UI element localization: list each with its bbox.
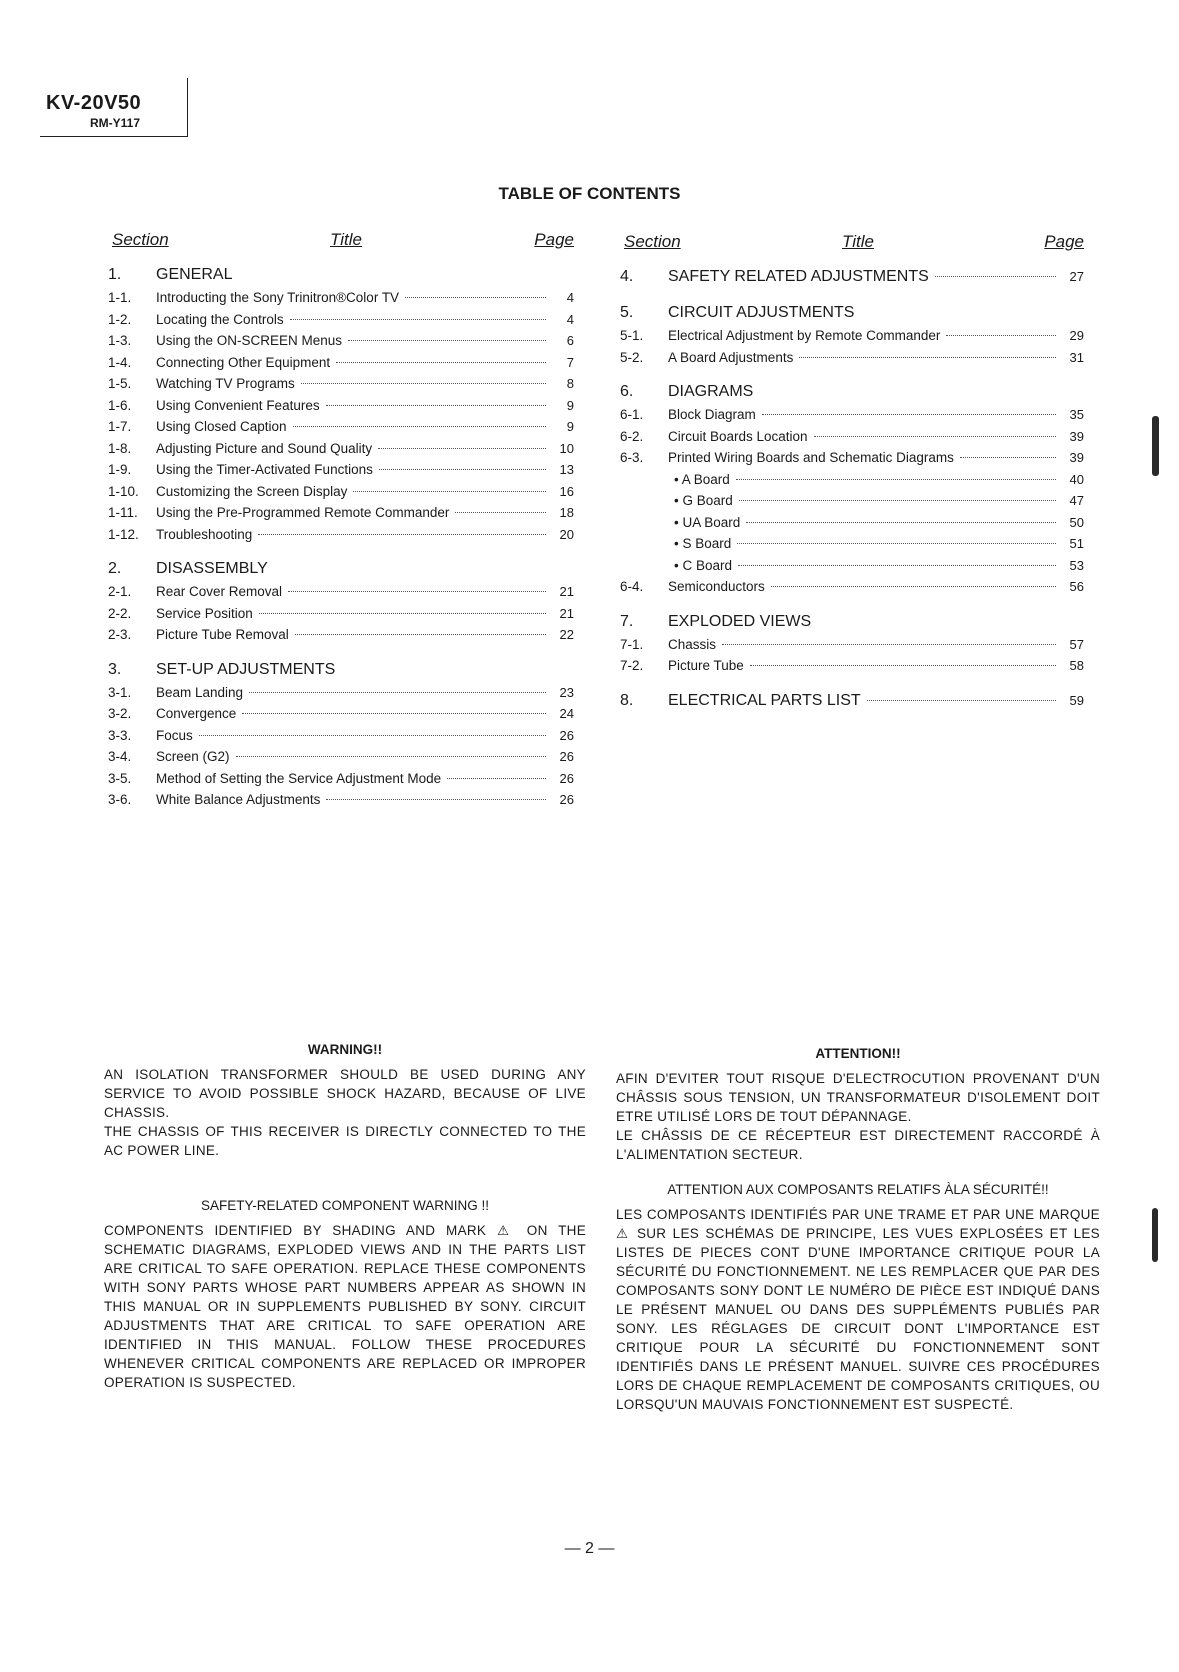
toc-heading-title: CIRCUIT ADJUSTMENTS	[668, 304, 855, 321]
toc-entry-number: 6-2.	[620, 428, 644, 444]
leader-dots	[293, 426, 546, 427]
toc-entry-number: 1-10.	[108, 483, 139, 499]
toc-heading-title: DISASSEMBLY	[156, 560, 268, 577]
toc-heading-number: 3.	[108, 660, 122, 678]
leader-dots	[236, 756, 546, 757]
toc-entry-title: Using the Timer-Activated Functions	[156, 462, 373, 477]
toc-heading-title: SET-UP ADJUSTMENTS	[156, 660, 336, 678]
toc-page-number: 53	[1069, 557, 1084, 573]
toc-entry-title: Screen (G2)	[156, 749, 230, 764]
toc-heading-number: 1.	[108, 266, 122, 283]
warning-text: AN ISOLATION TRANSFORMER SHOULD BE USED DURING ANY SERVICE TO AVOID POSSIBLE SHOCK HAZARD, BECAUSE OF LIVE CHASSIS.	[104, 1067, 586, 1120]
leader-dots	[739, 500, 1056, 501]
toc-entry-title: Semiconductors	[668, 579, 765, 594]
toc-heading-title: DIAGRAMS	[668, 383, 754, 400]
toc-entry-number: 7-2.	[620, 658, 644, 673]
toc-entry-number: 3-3.	[108, 727, 132, 743]
toc-page-number: 39	[1069, 450, 1084, 465]
toc-page-number: 26	[559, 770, 574, 786]
toc-entry-number: 1-4.	[108, 354, 132, 370]
toc-group	[108, 560, 574, 649]
toc-page-number: 29	[1069, 328, 1084, 343]
toc-entry-title: Using the Pre-Programmed Remote Commander	[156, 505, 450, 520]
toc-entry-title: Watching TV Programs	[156, 376, 295, 391]
section-header: Section	[112, 230, 169, 249]
toc-entry-title: Using the ON-SCREEN Menus	[156, 333, 343, 348]
leader-dots	[946, 335, 1056, 336]
toc-entry	[108, 685, 574, 707]
title-header: Title	[842, 232, 874, 251]
toc-entry	[108, 627, 574, 649]
toc-entry	[108, 419, 574, 441]
toc-entry	[108, 484, 574, 506]
toc-entry-number: 1-9.	[108, 462, 132, 477]
toc-entry-number: 2-2.	[108, 605, 132, 621]
toc-heading	[620, 268, 1084, 292]
leader-dots	[326, 405, 546, 406]
toc-entry-title: • UA Board	[674, 514, 741, 530]
warning-text: THE CHASSIS OF THIS RECEIVER IS DIRECTLY CONNECTED TO THE AC POWER LINE.	[104, 1124, 586, 1158]
toc-entry-title: Service Position	[156, 605, 253, 621]
toc-page-number: 6	[566, 333, 574, 348]
toc-heading	[620, 613, 1084, 637]
toc-page-number: 22	[559, 627, 574, 642]
toc-entry-title: Chassis	[668, 636, 717, 652]
leader-dots	[455, 512, 546, 513]
toc-entry-title: Focus	[156, 727, 193, 743]
toc-entry	[620, 637, 1084, 659]
toc-heading	[620, 383, 1084, 407]
toc-entry-number: 1-12.	[108, 526, 139, 542]
toc-heading-title: EXPLODED VIEWS	[668, 612, 812, 630]
toc-entry-number: 6-4.	[620, 579, 644, 594]
leader-dots	[736, 479, 1056, 480]
toc-column-header	[620, 232, 1084, 268]
toc-entry	[620, 328, 1084, 350]
leader-dots	[259, 613, 546, 614]
toc-group	[108, 266, 574, 548]
warning-heading: WARNING!!	[307, 1042, 383, 1057]
toc-page-number: 4	[566, 290, 574, 305]
toc-entries-left	[108, 266, 574, 814]
leader-dots	[771, 586, 1056, 587]
toc-page-number: 9	[566, 419, 574, 434]
leader-dots	[867, 700, 1056, 701]
toc-entry-title: Adjusting Picture and Sound Quality	[156, 440, 373, 456]
toc-entry	[108, 527, 574, 549]
warning-isolation-en	[104, 1040, 586, 1160]
leader-dots	[405, 297, 546, 298]
toc-entry-title: Introducting the Sony Trinitron®Color TV	[156, 290, 400, 305]
leader-dots	[336, 362, 546, 363]
toc-page-number: 57	[1069, 636, 1084, 652]
toc-entry-title: Convergence	[156, 706, 237, 721]
toc-entry	[108, 606, 574, 628]
header-divider	[187, 78, 189, 136]
leader-dots	[762, 414, 1056, 415]
toc-entry-number: 6-1.	[620, 407, 644, 422]
toc-entry	[108, 728, 574, 750]
toc-entry-title: White Balance Adjustments	[156, 792, 321, 807]
toc-entry	[620, 579, 1084, 601]
toc-entry	[108, 312, 574, 334]
leader-dots	[242, 713, 546, 714]
leader-dots	[378, 448, 546, 449]
toc-page-number: 23	[559, 684, 574, 700]
toc-entry-title: • A Board	[674, 471, 730, 487]
toc-entry-number: 7-1.	[620, 636, 644, 652]
toc-entry-number: 1-8.	[108, 440, 132, 456]
warning-heading: ATTENTION AUX COMPOSANTS RELATIFS ÀLA SÉCURITÉ!!	[667, 1182, 1049, 1197]
toc-entry-title: Connecting Other Equipment	[156, 354, 331, 370]
leader-dots	[353, 491, 546, 492]
toc-page-number: 24	[559, 706, 574, 721]
toc-entry	[620, 515, 1084, 537]
toc-entry	[620, 493, 1084, 515]
warning-heading: ATTENTION!!	[815, 1046, 901, 1061]
leader-dots	[290, 319, 546, 320]
toc-column-left	[108, 230, 574, 826]
toc-entry	[108, 505, 574, 527]
leader-dots	[326, 799, 546, 800]
toc-page-number: 21	[559, 605, 574, 621]
leader-dots	[258, 534, 546, 535]
toc-entry-number: 5-1.	[620, 328, 644, 343]
warning-safety-fr	[616, 1180, 1100, 1414]
toc-page-number: 27	[1069, 269, 1084, 284]
leader-dots	[348, 340, 546, 341]
remote-model: RM-Y117	[90, 116, 141, 130]
toc-page-number: 21	[559, 584, 574, 599]
leader-dots	[814, 436, 1056, 437]
toc-entry-title: Block Diagram	[668, 407, 756, 422]
toc-page-number: 39	[1069, 428, 1084, 444]
page-header: Page	[1044, 232, 1084, 251]
toc-page-number: 59	[1069, 692, 1084, 708]
toc-entry-title: Troubleshooting	[156, 526, 253, 542]
toc-entry-title: A Board Adjustments	[668, 349, 794, 365]
toc-heading-title: SAFETY RELATED ADJUSTMENTS	[668, 268, 929, 285]
toc-entry-title: Printed Wiring Boards and Schematic Diagrams	[668, 450, 954, 465]
toc-heading	[620, 692, 1084, 716]
leader-dots	[295, 634, 546, 635]
toc-entry	[108, 333, 574, 355]
toc-heading-number: 8.	[620, 691, 634, 709]
toc-entry-title: Picture Tube	[668, 658, 744, 673]
toc-heading	[620, 304, 1084, 328]
toc-page-number: 7	[566, 354, 574, 370]
toc-title: TABLE OF CONTENTS	[498, 184, 681, 203]
toc-heading	[108, 661, 574, 685]
toc-entry	[620, 658, 1084, 680]
toc-entry-number: 6-3.	[620, 450, 644, 465]
toc-entry	[108, 462, 574, 484]
toc-entry-number: 1-2.	[108, 311, 132, 327]
toc-entry-title: • S Board	[674, 536, 732, 551]
toc-page-number: 26	[559, 792, 574, 807]
toc-entry-title: Method of Setting the Service Adjustment Mode	[156, 770, 442, 786]
warning-heading: SAFETY-RELATED COMPONENT WARNING !!	[200, 1198, 490, 1213]
toc-entry	[620, 450, 1084, 472]
scan-mark	[1152, 416, 1159, 476]
leader-dots	[301, 383, 546, 384]
toc-entry-number: 2-3.	[108, 627, 132, 642]
toc-group	[620, 383, 1084, 601]
toc-entry	[108, 290, 574, 312]
toc-entry-title: • C Board	[674, 557, 733, 573]
section-header: Section	[624, 232, 681, 251]
warning-isolation-fr	[616, 1044, 1100, 1164]
page-number: — 2 —	[564, 1540, 615, 1557]
toc-entry-title: Using Convenient Features	[156, 397, 320, 413]
toc-entry	[108, 398, 574, 420]
toc-heading-number: 4.	[620, 268, 634, 285]
toc-entry-number: 1-6.	[108, 397, 132, 413]
toc-heading-number: 2.	[108, 560, 122, 577]
toc-page-number: 50	[1069, 514, 1084, 530]
toc-page-number: 40	[1069, 471, 1084, 487]
toc-page-number: 26	[559, 749, 574, 764]
toc-heading-number: 5.	[620, 304, 634, 321]
toc-entry-number: 3-5.	[108, 770, 132, 786]
toc-group	[620, 692, 1084, 716]
leader-dots	[960, 457, 1056, 458]
toc-entry	[108, 771, 574, 793]
leader-dots	[738, 565, 1056, 566]
toc-entry-number: 3-1.	[108, 684, 132, 700]
toc-page-number: 16	[559, 483, 574, 499]
toc-entry-number: 1-1.	[108, 290, 132, 305]
toc-entries-right	[620, 268, 1084, 716]
toc-entry-title: Customizing the Screen Display	[156, 483, 348, 499]
toc-entry-number: 5-2.	[620, 349, 644, 365]
toc-page-number: 13	[559, 462, 574, 477]
toc-page-number: 58	[1069, 658, 1084, 673]
leader-dots	[249, 692, 546, 693]
title-header: Title	[330, 230, 362, 249]
toc-heading-number: 6.	[620, 383, 634, 400]
toc-page-number: 35	[1069, 407, 1084, 422]
toc-entry-title: Circuit Boards Location	[668, 428, 808, 444]
toc-heading-title: ELECTRICAL PARTS LIST	[668, 691, 861, 709]
toc-page-number: 4	[566, 311, 574, 327]
toc-entry-title: Locating the Controls	[156, 311, 284, 327]
toc-page-number: 31	[1069, 349, 1084, 365]
toc-entry	[620, 536, 1084, 558]
toc-entry-title: Using Closed Caption	[156, 419, 287, 434]
toc-entry-number: 1-7.	[108, 419, 132, 434]
leader-dots	[447, 778, 546, 779]
scan-mark	[1152, 1208, 1158, 1262]
leader-dots	[746, 522, 1056, 523]
toc-page-number: 18	[559, 505, 574, 520]
toc-page-number: 56	[1069, 579, 1084, 594]
toc-entry-title: Electrical Adjustment by Remote Commander	[668, 328, 941, 343]
toc-entry	[108, 706, 574, 728]
toc-page-number: 26	[559, 727, 574, 743]
toc-entry-number: 3-2.	[108, 706, 132, 721]
toc-column-header	[108, 230, 574, 266]
toc-entry-title: Picture Tube Removal	[156, 627, 289, 642]
toc-entry	[108, 792, 574, 814]
toc-entry	[620, 429, 1084, 451]
toc-page-number: 51	[1069, 536, 1084, 551]
toc-entry	[620, 407, 1084, 429]
toc-page-number: 10	[559, 440, 574, 456]
warning-text: AFIN D'EVITER TOUT RISQUE D'ELECTROCUTION PROVENANT D'UN CHÂSSIS SOUS TENSION, UN TRANSFORMATEUR D'ISOLEMENT DOIT ETRE UTILISÉ LORS DE TOUT DÉPANNAGE.	[616, 1071, 1100, 1124]
toc-entry	[108, 584, 574, 606]
toc-column-right	[620, 232, 1084, 728]
document-header	[40, 92, 188, 137]
toc-entry-title: • G Board	[674, 493, 733, 508]
toc-entry-number: 1-11.	[108, 505, 138, 520]
toc-entry	[108, 355, 574, 377]
toc-group	[620, 304, 1084, 371]
toc-entry-number: 1-5.	[108, 376, 132, 391]
leader-dots	[722, 644, 1056, 645]
toc-entry	[108, 376, 574, 398]
toc-heading-title: GENERAL	[156, 266, 233, 283]
toc-entry	[620, 472, 1084, 494]
model-number: KV-20V50	[46, 92, 142, 114]
toc-entry	[108, 441, 574, 463]
leader-dots	[737, 543, 1056, 544]
leader-dots	[379, 469, 546, 470]
toc-entry-number: 3-6.	[108, 792, 132, 807]
toc-entry-number: 2-1.	[108, 584, 132, 599]
leader-dots	[935, 276, 1056, 277]
toc-page-number: 47	[1069, 493, 1084, 508]
toc-entry	[108, 749, 574, 771]
leader-dots	[750, 665, 1056, 666]
warning-safety-en	[104, 1196, 586, 1392]
toc-group	[108, 661, 574, 814]
toc-page-number: 20	[559, 526, 574, 542]
toc-entry-title: Rear Cover Removal	[156, 584, 283, 599]
toc-page-number: 9	[566, 397, 574, 413]
leader-dots	[799, 357, 1056, 358]
toc-entry	[620, 350, 1084, 372]
warning-text: COMPONENTS IDENTIFIED BY SHADING AND MARK ⚠ ON THE SCHEMATIC DIAGRAMS, EXPLODED VIEWS AND IN THE PARTS LIST ARE CRITICAL TO SAFE OPERATION. REPLACE THESE COMPONENTS WITH SONY PARTS WHOSE PART NUMBERS APPEAR AS SHOWN IN THIS MANUAL OR IN SUPPLEMENTS PUBLISHED BY SONY. CIRCUIT ADJUSTMENTS THAT ARE CRITICAL TO SAFE OPERATION ARE IDENTIFIED IN THIS MANUAL. FOLLOW THESE PROCEDURES WHENEVER CRITICAL COMPONENTS ARE REPLACED OR IMPROPER OPERATION IS SUSPECTED.	[104, 1223, 586, 1390]
toc-entry-title: Beam Landing	[156, 684, 244, 700]
warning-text: LE CHÂSSIS DE CE RÉCEPTEUR EST DIRECTEMENT RACCORDÉ À L'ALIMENTATION SECTEUR.	[616, 1128, 1100, 1162]
toc-group	[620, 268, 1084, 292]
leader-dots	[288, 591, 546, 592]
toc-heading-number: 7.	[620, 612, 634, 630]
toc-page-number: 8	[566, 376, 574, 391]
toc-entry-number: 1-3.	[108, 333, 132, 348]
toc-entry-number: 3-4.	[108, 749, 132, 764]
toc-heading	[108, 560, 574, 584]
page-header: Page	[534, 230, 574, 249]
toc-entry	[620, 558, 1084, 580]
leader-dots	[199, 735, 546, 736]
warning-text: LES COMPOSANTS IDENTIFIÉS PAR UNE TRAME ET PAR UNE MARQUE ⚠ SUR LES SCHÉMAS DE PRINCIPE, LES VUES EXPLOSÉES ET LES LISTES DE PIECES CONT D'UNE IMPORTANCE CRITIQUE POUR LA SÉCURITÉ DU FONCTIONNEMENT. NE LES REMPLACER QUE PAR DES COMPOSANTS SONY DONT LE NUMÉRO DE PIÈCE EST INDIQUÉ DANS LE PRÉSENT MANUEL OU DANS DES SUPPLÉMENTS PUBLIÉS PAR SONY. LES RÉGLAGES DE CIRCUIT DONT L'IMPORTANCE EST CRITIQUE POUR LA SÉCURITÉ DU FONCTIONNEMENT SONT IDENTIFIÉS DANS LE PRÉSENT MANUEL. SUIVRE CES PROCÉDURES LORS DE CHAQUE REMPLACEMENT DE COMPOSANTS CRITIQUES, OU LORSQU'UN MAUVAIS FONCTIONNEMENT EST SUSPECTÉ.	[616, 1207, 1100, 1412]
toc-heading	[108, 266, 574, 290]
toc-group	[620, 613, 1084, 680]
